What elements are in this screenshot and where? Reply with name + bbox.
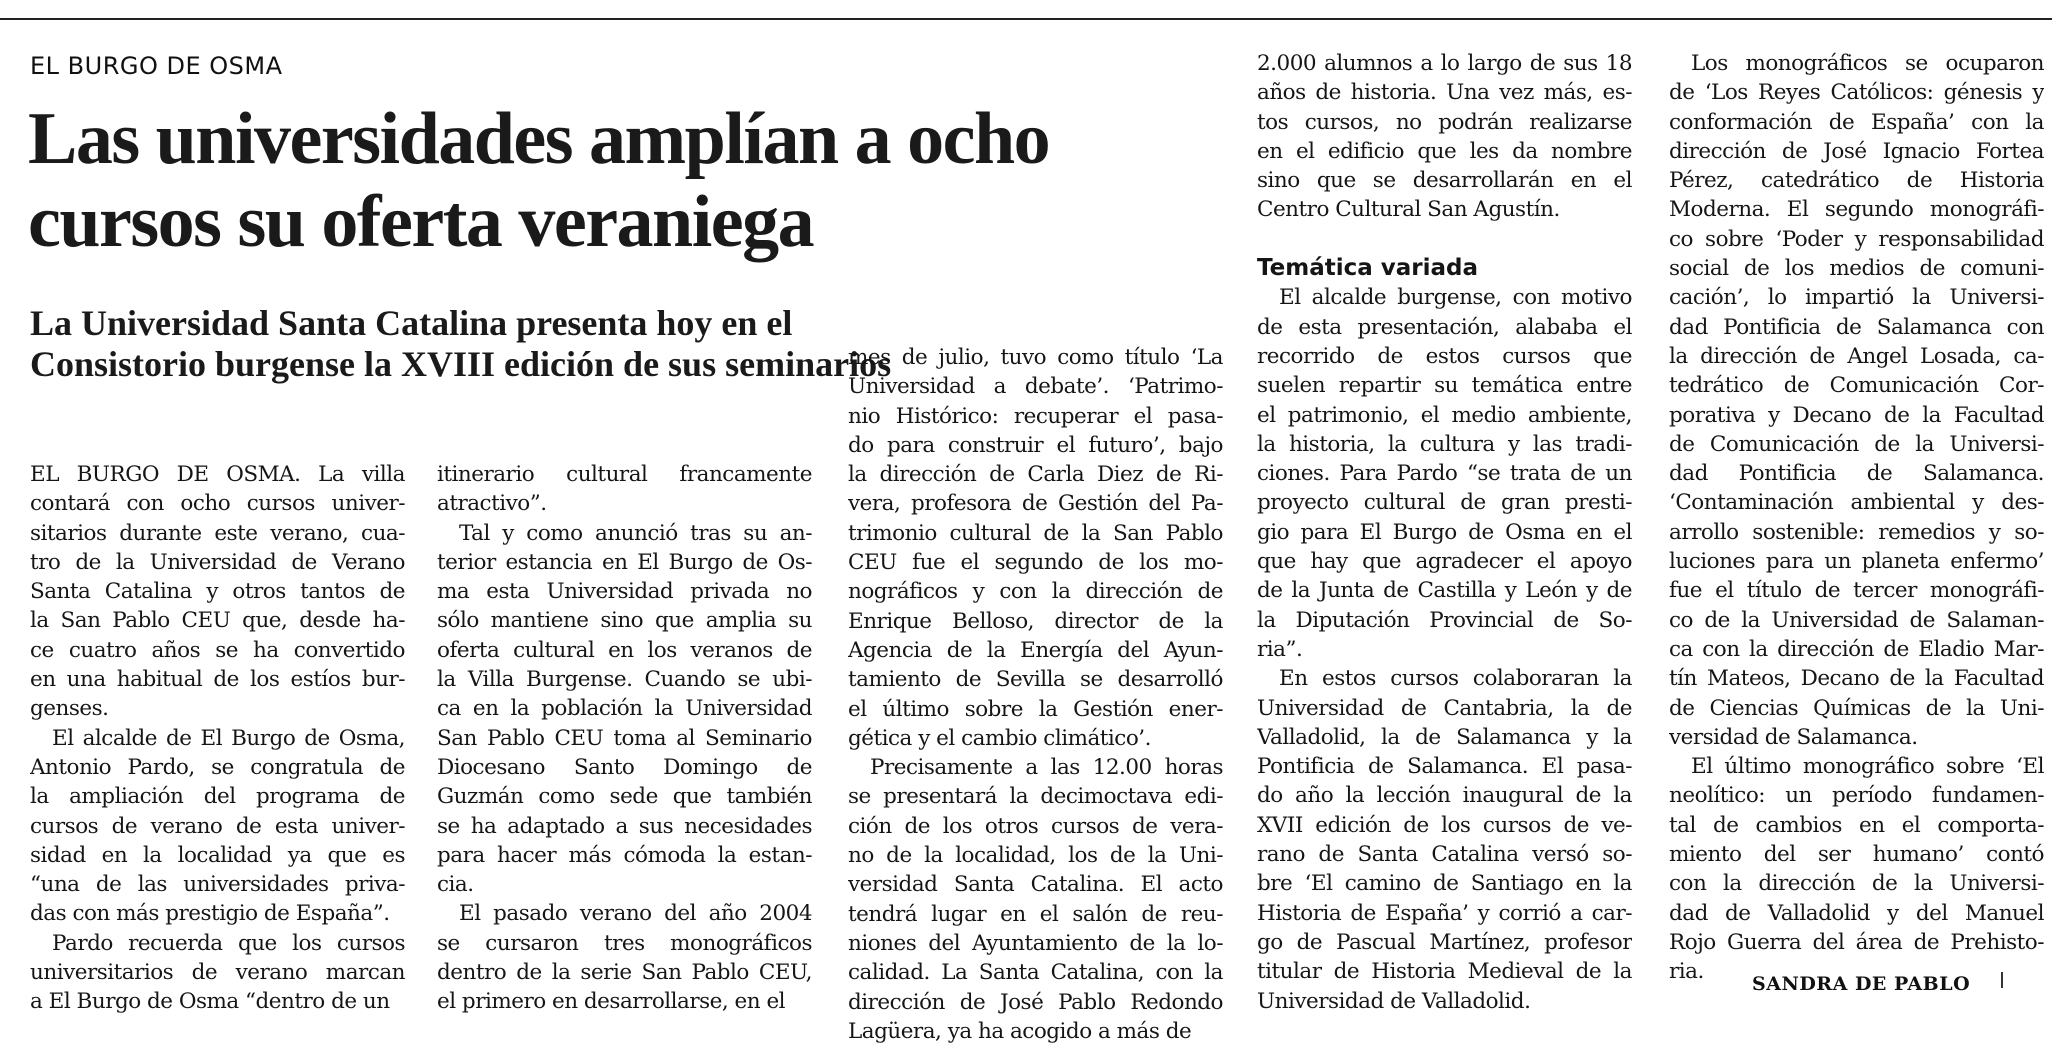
- subheadline-line: La Universidad Santa Catalina presenta hoy en el: [30, 303, 793, 343]
- article-line: la Villa Burgense. Cuando se ubi-: [437, 667, 812, 693]
- article-line: cación’, lo impartió la Universi-: [1669, 285, 2044, 311]
- article-line: bre ‘El camino de Santiago en la: [1257, 871, 1632, 897]
- article-column-2: [437, 460, 812, 1017]
- article-line: versidad de Salamanca.: [1669, 724, 1918, 750]
- article-line: Valladolid, la de Salamanca y la: [1257, 724, 1632, 750]
- article-column-3: [848, 343, 1223, 1046]
- article-line: mes de julio, tuvo como título ‘La: [848, 345, 1223, 370]
- article-line: do para construir el futuro’, bajo: [848, 432, 1223, 458]
- article-line: porativa y Decano de la Facultad: [1669, 402, 2044, 428]
- headline: [28, 98, 1228, 264]
- article-line: proyecto cultural de gran presti-: [1257, 490, 1632, 516]
- article-line: gio para El Burgo de Osma en el: [1257, 519, 1632, 545]
- article-line: el patrimonio, el medio ambiente,: [1257, 402, 1632, 428]
- column-end-mark: [2001, 972, 2003, 988]
- article-line: arrollo sostenible: remedios y so-: [1669, 519, 2044, 545]
- article-line: la Diputación Provincial de So-: [1257, 607, 1632, 633]
- article-line: Pardo recuerda que los cursos: [52, 930, 405, 956]
- article-line: sólo mantiene sino que amplia su: [437, 608, 812, 634]
- article-line: ca con la dirección de Eladio Mar-: [1669, 636, 2044, 662]
- article-line: tos cursos, no podrán realizarse: [1257, 109, 1632, 135]
- article-line: Lagüera, ya ha acogido a más de: [848, 1018, 1192, 1044]
- article-line: de la Junta de Castilla y León y de: [1257, 578, 1632, 604]
- article-line: co sobre ‘Poder y responsabilidad: [1669, 226, 2044, 252]
- article-line: con la dirección de la Universi-: [1669, 871, 2044, 897]
- article-line: nográficos y con la dirección de: [848, 579, 1223, 605]
- article-line: universitarios de verano marcan: [30, 960, 405, 986]
- article-line: miento del ser humano’ contó: [1669, 842, 2044, 868]
- article-line: ce cuatro años se ha convertido: [30, 637, 405, 663]
- article-line: no de la localidad, los de la Uni-: [848, 843, 1223, 869]
- article-line: neolítico: un período fundamen-: [1669, 783, 2044, 809]
- article-line: Universidad de Valladolid.: [1257, 988, 1531, 1014]
- article-line: dad de Valladolid y del Manuel: [1669, 900, 2044, 926]
- article-line: niones del Ayuntamiento de la lo-: [848, 930, 1223, 956]
- article-line: ca en la población la Universidad: [437, 696, 812, 722]
- article-line: de ‘Los Reyes Católicos: génesis y: [1669, 80, 2044, 106]
- article-line: se presentará la decimoctava edi-: [848, 784, 1223, 810]
- article-column-5: [1669, 49, 2044, 987]
- article-line: El alcalde burgense, con motivo: [1279, 285, 1632, 311]
- article-line: Tal y como anunció tras su an-: [459, 520, 812, 546]
- article-line: suelen repartir su temática entre: [1257, 373, 1632, 399]
- article-line: ria”.: [1257, 636, 1303, 662]
- article-line: Rojo Guerra del área de Prehisto-: [1669, 929, 2044, 955]
- article-line: das con más prestigio de España”.: [30, 901, 390, 927]
- article-line: tal de cambios en el comporta-: [1669, 812, 2044, 838]
- headline-line: cursos su oferta veraniega: [28, 181, 814, 263]
- article-line: XVII edición de los cursos de ve-: [1257, 812, 1632, 838]
- article-line: EL BURGO DE OSMA. La villa: [30, 462, 405, 487]
- article-line: Santa Catalina y otros tantos de: [30, 579, 405, 605]
- article-line: Antonio Pardo, se congratula de: [30, 754, 405, 780]
- article-line: Guzmán como sede que también: [437, 784, 812, 810]
- article-line: San Pablo CEU toma al Seminario: [437, 725, 812, 751]
- article-line: social de los medios de comuni-: [1669, 256, 2044, 282]
- article-line: recorrido de estos cursos que: [1257, 343, 1632, 369]
- article-line: Pontificia de Salamanca. El pasa-: [1257, 754, 1632, 780]
- article-column-4: [1257, 49, 1632, 1016]
- article-line: 2.000 alumnos a lo largo de sus 18: [1257, 51, 1632, 76]
- article-line: Los monográficos se ocuparon: [1691, 51, 2044, 76]
- article-line: de Comunicación de la Universi-: [1669, 431, 2044, 457]
- article-line: se ha adaptado a sus necesidades: [437, 813, 812, 839]
- article-line: Enrique Belloso, director de la: [848, 608, 1223, 634]
- article-line: en el edificio que les da nombre: [1257, 138, 1632, 164]
- article-line: rano de Santa Catalina versó so-: [1257, 842, 1632, 868]
- article-line: la San Pablo CEU que, desde ha-: [30, 608, 405, 634]
- article-line: luciones para un planeta enfermo’: [1669, 549, 2044, 575]
- article-line: titular de Historia Medieval de la: [1257, 959, 1632, 985]
- article-line: cursos de verano de esta univer-: [30, 813, 405, 839]
- article-line: la ampliación del programa de: [30, 784, 405, 810]
- article-line: oferta cultural en los veranos de: [437, 637, 812, 663]
- article-line: tedrático de Comunicación Cor-: [1669, 373, 2044, 399]
- article-line: terior estancia en El Burgo de Os-: [437, 549, 812, 575]
- article-column-1: [30, 460, 405, 1017]
- article-line: El alcalde de El Burgo de Osma,: [52, 725, 405, 751]
- article-line: Moderna. El segundo monográfi-: [1669, 197, 2044, 223]
- article-line: versidad Santa Catalina. El acto: [848, 872, 1223, 898]
- article-line: dad Pontificia de Salamanca.: [1669, 461, 2044, 487]
- article-line: sino que se desarrollarán en el: [1257, 168, 1632, 194]
- article-line: tamiento de Sevilla se desarrolló: [848, 667, 1223, 693]
- subheadline: [30, 303, 892, 385]
- article-line: tín Mateos, Decano de la Facultad: [1669, 666, 2044, 692]
- article-line: se cursaron tres monográficos: [437, 930, 812, 956]
- article-line: ciones. Para Pardo “se trata de un: [1257, 461, 1632, 487]
- article-line: dentro de la serie San Pablo CEU,: [437, 960, 812, 986]
- article-line: la historia, la cultura y las tradi-: [1257, 431, 1632, 457]
- article-line: conformación de España’ con la: [1669, 109, 2044, 135]
- byline: SANDRA DE PABLO: [1752, 973, 1971, 995]
- section-label: EL BURGO DE OSMA: [30, 52, 283, 80]
- article-line: Pérez, catedrático de Historia: [1669, 168, 2044, 194]
- article-line: El pasado verano del año 2004: [459, 901, 812, 927]
- article-line: Universidad a debate’. ‘Patrimo-: [848, 374, 1223, 400]
- article-line: co de la Universidad de Salaman-: [1669, 607, 2044, 633]
- article-line: tro de la Universidad de Verano: [30, 549, 405, 575]
- article-line: itinerario cultural francamente: [437, 462, 812, 487]
- article-line: CEU fue el segundo de los mo-: [848, 550, 1223, 576]
- article-line: la dirección de Angel Losada, ca-: [1669, 343, 2044, 369]
- article-line: fue el título de tercer monográfi-: [1669, 578, 2044, 604]
- article-line: Agencia de la Energía del Ayun-: [848, 637, 1223, 663]
- subheadline-line: Consistorio burgense la XVIII edición de sus seminarios: [30, 344, 892, 384]
- article-line: calidad. La Santa Catalina, con la: [848, 960, 1223, 986]
- article-line: el último sobre la Gestión ener-: [848, 696, 1223, 722]
- paragraph-gap: [1257, 225, 1632, 254]
- article-line: Precisamente a las 12.00 horas: [870, 755, 1223, 781]
- headline-line: Las universidades amplían a ocho: [28, 98, 1050, 180]
- article-line: sidad en la localidad ya que es: [30, 842, 405, 868]
- article-line: trimonio cultural de la San Pablo: [848, 520, 1223, 546]
- article-line: Universidad de Cantabria, la de: [1257, 695, 1632, 721]
- article-line: En estos cursos colaboraran la: [1279, 666, 1632, 692]
- article-line: en una habitual de los estíos bur-: [30, 667, 405, 693]
- article-line: años de historia. Una vez más, es-: [1257, 80, 1632, 106]
- article-line: de Ciencias Químicas de la Uni-: [1669, 695, 2044, 721]
- section-kicker: Temática variada: [1257, 255, 1479, 282]
- article-line: dad Pontificia de Salamanca con: [1669, 314, 2044, 340]
- article-line: vera, profesora de Gestión del Pa-: [848, 491, 1223, 517]
- article-line: ‘Contaminación ambiental y des-: [1669, 490, 2044, 516]
- article-line: ción de los otros cursos de vera-: [848, 813, 1223, 839]
- article-line: ria.: [1669, 959, 1704, 985]
- article-line: que hay que agradecer el apoyo: [1257, 549, 1632, 575]
- article-line: el primero en desarrollarse, en el: [437, 989, 786, 1015]
- top-rule: [0, 18, 2052, 20]
- article-line: gética y el cambio climático’.: [848, 725, 1151, 751]
- article-line: sitarios durante este verano, cua-: [30, 520, 405, 546]
- article-line: dirección de José Ignacio Fortea: [1669, 138, 2044, 164]
- article-line: nio Histórico: recuperar el pasa-: [848, 403, 1223, 429]
- article-line: a El Burgo de Osma “dentro de un: [30, 989, 390, 1015]
- article-line: para hacer más cómoda la estan-: [437, 842, 812, 868]
- article-line: Historia de España’ y corrió a car-: [1257, 900, 1632, 926]
- article-line: cia.: [437, 872, 474, 898]
- article-line: contará con ocho cursos univer-: [30, 491, 405, 517]
- article-line: El último monográfico sobre ‘El: [1691, 754, 2044, 780]
- article-line: tendrá lugar en el salón de reu-: [848, 901, 1223, 927]
- article-line: ma esta Universidad privada no: [437, 579, 812, 605]
- article-line: Diocesano Santo Domingo de: [437, 754, 812, 780]
- article-line: go de Pascual Martínez, profesor: [1257, 929, 1632, 955]
- article-line: atractivo”.: [437, 491, 547, 517]
- article-line: Centro Cultural San Agustín.: [1257, 197, 1560, 223]
- article-line: genses.: [30, 696, 109, 722]
- article-line: do año la lección inaugural de la: [1257, 783, 1632, 809]
- article-line: la dirección de Carla Diez de Ri-: [848, 462, 1223, 488]
- article-line: “una de las universidades priva-: [30, 872, 405, 898]
- article-line: dirección de José Pablo Redondo: [848, 989, 1223, 1015]
- article-line: de esta presentación, alababa el: [1257, 314, 1632, 340]
